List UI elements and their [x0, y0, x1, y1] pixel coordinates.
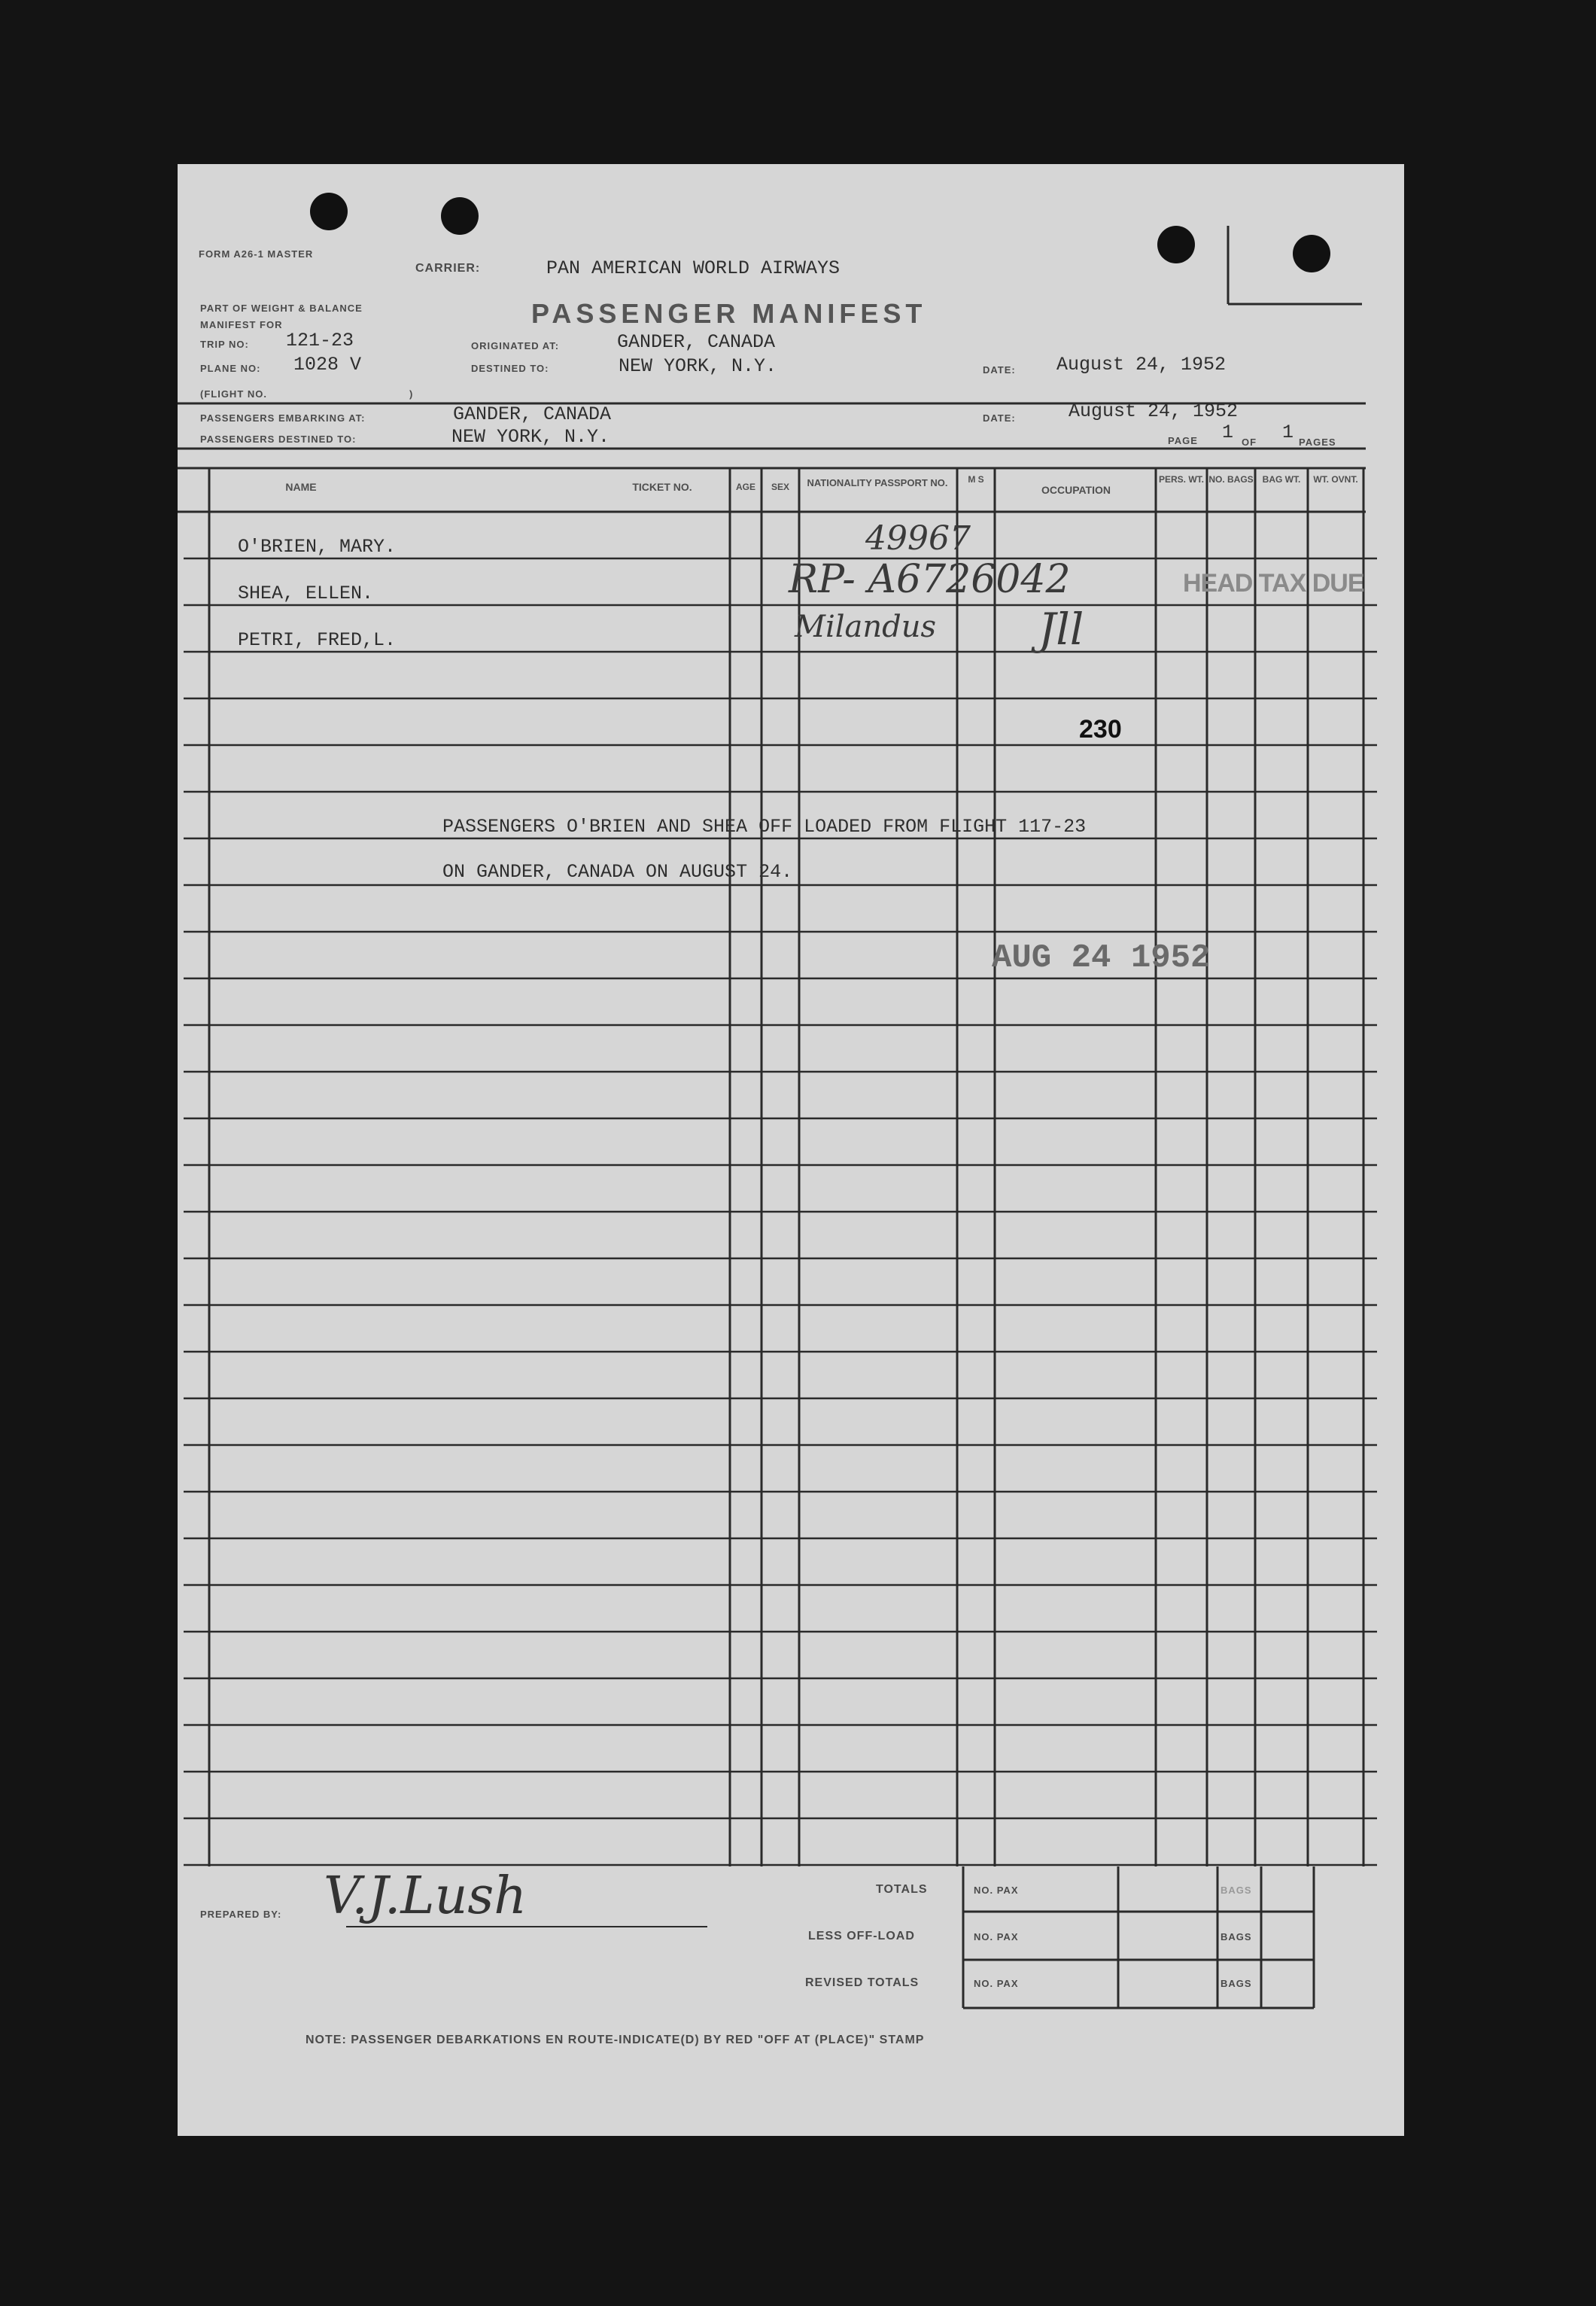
footer-note: NOTE: PASSENGER DEBARKATIONS EN ROUTE-INDICATE(D) BY RED "OFF AT (PLACE)" STAMP: [306, 2034, 925, 2046]
handwritten-initials: Jll: [1038, 604, 1084, 655]
manifest-for-label: MANIFEST FOR: [200, 319, 283, 330]
col-sex: SEX: [771, 482, 789, 492]
pax-destined-value: NEW YORK, N.Y.: [451, 426, 610, 448]
part-of-label: PART OF WEIGHT & BALANCE: [200, 303, 363, 314]
page-label: PAGE: [1168, 435, 1198, 446]
prepared-by-label: PREPARED BY:: [200, 1909, 282, 1920]
handwritten-number: 49967: [865, 519, 971, 558]
totals-label: TOTALS: [876, 1883, 928, 1896]
carrier-label: CARRIER:: [415, 262, 481, 275]
page-title: PASSENGER MANIFEST: [531, 298, 927, 329]
date-stamp: AUG 24 1952: [992, 939, 1211, 977]
col-pers-wt: PERS. WT.: [1158, 474, 1204, 485]
bags-label: BAGS: [1221, 1978, 1252, 1989]
pax-destined-label: PASSENGERS DESTINED TO:: [200, 434, 357, 445]
handwritten-passport: RP- A6726042: [789, 557, 1071, 602]
col-age: AGE: [735, 482, 755, 492]
note-line-2: ON GANDER, CANADA ON AUGUST 24.: [442, 861, 793, 883]
signature: V.J.Lush: [324, 1866, 527, 1926]
flight-close: ): [409, 388, 414, 400]
note-line-1: PASSENGERS O'BRIEN AND SHEA OFF LOADED FROM FLIGHT 117-23: [442, 816, 1087, 838]
col-ticket: TICKET NO.: [632, 481, 692, 493]
handwritten-word: Milandus: [795, 610, 937, 644]
passenger-name: PETRI, FRED,L.: [238, 629, 397, 651]
col-name: NAME: [285, 481, 317, 493]
page-value: 1: [1222, 421, 1234, 443]
col-no-bags: NO. BAGS: [1208, 474, 1254, 485]
col-occupation: OCCUPATION: [1041, 484, 1111, 496]
destined-label: DESTINED TO:: [471, 363, 549, 374]
carrier-value: PAN AMERICAN WORLD AIRWAYS: [546, 257, 841, 279]
destined-value: NEW YORK, N.Y.: [619, 355, 777, 377]
no-pax-label: NO. PAX: [974, 1931, 1019, 1942]
trip-value: 121-23: [286, 330, 354, 351]
number-230: 230: [1079, 715, 1122, 744]
bags-label: BAGS: [1221, 1931, 1252, 1942]
less-offload-label: LESS OFF-LOAD: [808, 1930, 915, 1942]
flight-label: (FLIGHT NO.: [200, 388, 267, 400]
col-bag-wt: BAG WT.: [1262, 474, 1301, 485]
col-ms: M S: [968, 474, 984, 485]
plane-label: PLANE NO:: [200, 363, 261, 374]
no-pax-label: NO. PAX: [974, 1885, 1019, 1896]
col-nationality: NATIONALITY PASSPORT NO.: [807, 477, 948, 488]
col-wt-ovnt: WT. OVNT.: [1313, 474, 1358, 485]
date2-value: August 24, 1952: [1069, 400, 1239, 422]
trip-label: TRIP NO:: [200, 339, 249, 350]
form-number: FORM A26-1 MASTER: [199, 248, 314, 260]
passenger-name: O'BRIEN, MARY.: [238, 536, 397, 558]
date2-label: DATE:: [983, 412, 1016, 424]
head-tax-stamp: HEAD TAX DUE: [1183, 569, 1364, 598]
passenger-name: SHEA, ELLEN.: [238, 583, 374, 604]
bags-label: BAGS: [1221, 1885, 1252, 1896]
plane-value: 1028 V: [293, 354, 362, 376]
date-value: August 24, 1952: [1056, 354, 1227, 376]
originated-label: ORIGINATED AT:: [471, 340, 560, 351]
embarking-label: PASSENGERS EMBARKING AT:: [200, 412, 366, 424]
originated-value: GANDER, CANADA: [617, 331, 776, 353]
embarking-value: GANDER, CANADA: [453, 403, 612, 425]
of-label: OF: [1242, 437, 1257, 448]
pages-value: 1: [1282, 421, 1294, 443]
date-label: DATE:: [983, 364, 1016, 376]
pages-label: PAGES: [1299, 437, 1336, 448]
no-pax-label: NO. PAX: [974, 1978, 1019, 1989]
revised-totals-label: REVISED TOTALS: [805, 1976, 920, 1989]
